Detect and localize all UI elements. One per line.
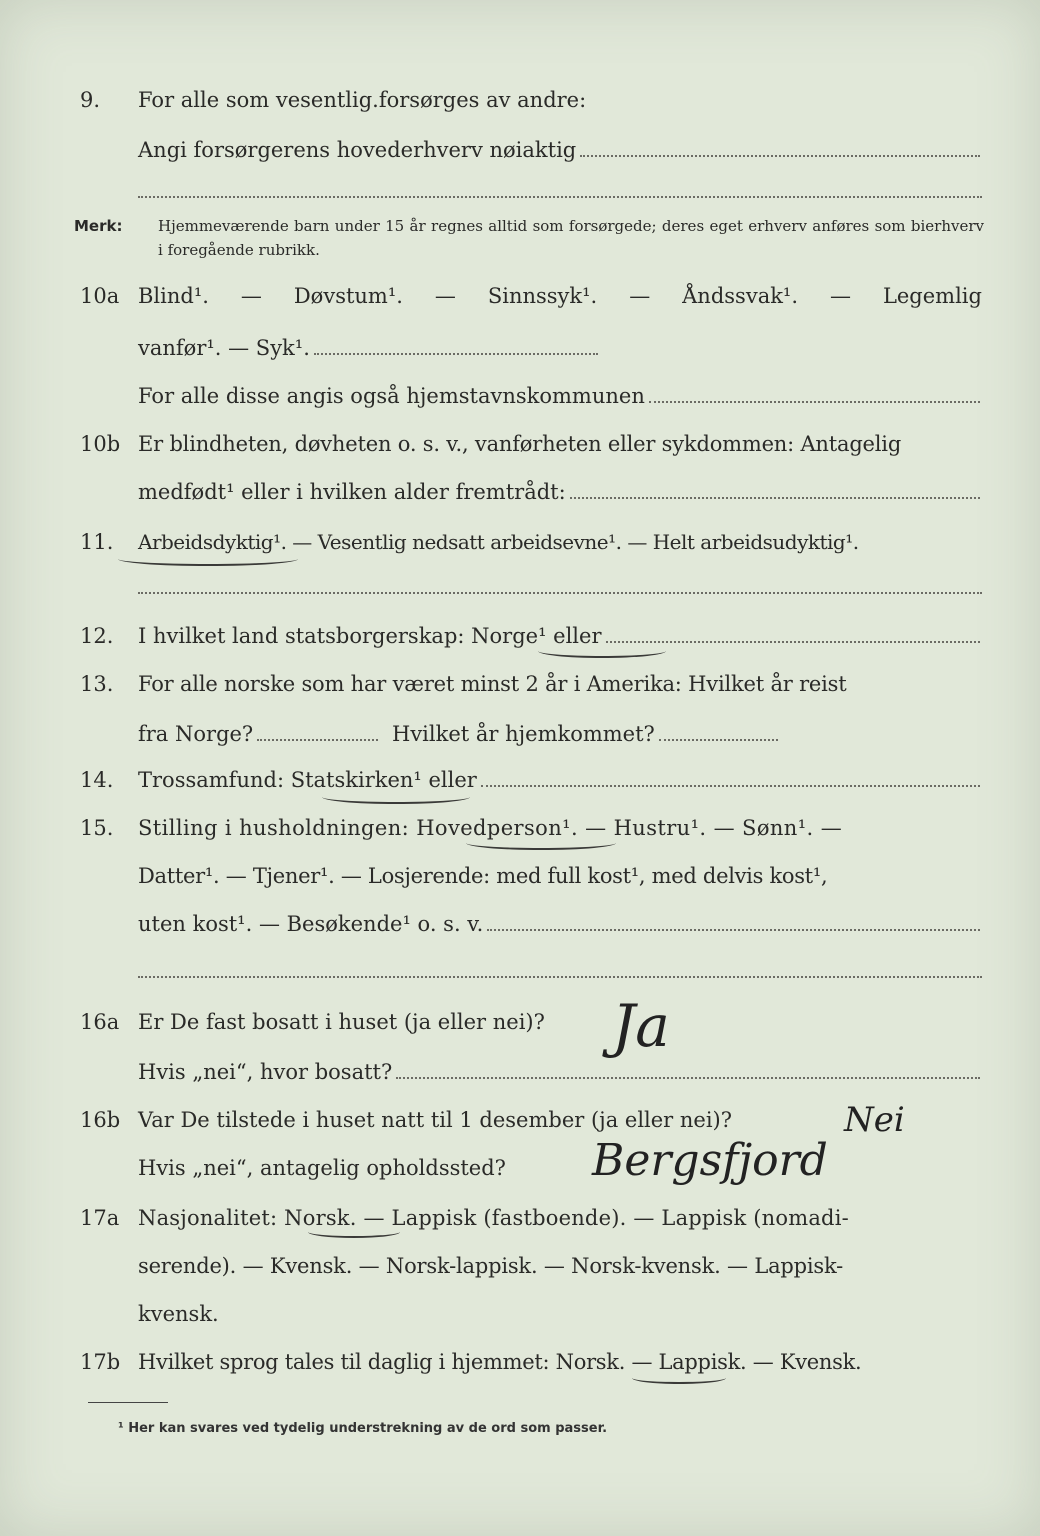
q17b-number: 17b xyxy=(80,1350,121,1374)
q15-handwritten-underline xyxy=(466,836,616,850)
q10b-line2: medfødt¹ eller i hvilken alder fremtrådt: xyxy=(138,480,566,504)
footnote: ¹ Her kan svares ved tydelig understrekning av de ord som passer. xyxy=(118,1421,608,1436)
q14-handwritten-underline xyxy=(322,790,470,804)
q16a-line1: Er De fast bosatt i huset (ja eller nei)? xyxy=(138,1010,545,1034)
q10b-answer-field[interactable] xyxy=(570,497,980,499)
merk-text: Hjemmeværende barn under 15 år regnes alltid som forsørgede; deres eget erhverv anføres som bierhverv i foregående rubrikk. xyxy=(158,217,984,259)
q16b-line1: Var De tilstede i huset natt til 1 desember (ja eller nei)? xyxy=(138,1108,733,1132)
q16a-bosatt-field[interactable] xyxy=(396,1077,980,1079)
dash: — xyxy=(829,284,851,308)
q11-number: 11. xyxy=(80,530,114,554)
q16a-number: 16a xyxy=(80,1010,120,1034)
q10a-line3: For alle disse angis også hjemstavnskommunen xyxy=(138,384,645,408)
q10a-syk-field[interactable] xyxy=(314,353,598,355)
q11-line1: Arbeidsdyktig¹. — Vesentlig nedsatt arbeidsevne¹. — Helt arbeidsudyktig¹. xyxy=(138,530,859,554)
q13-line1: For alle norske som har været minst 2 år i Amerika: Hvilket år reist xyxy=(138,672,847,696)
dash: — xyxy=(240,284,262,308)
q12-answer-field[interactable] xyxy=(606,641,981,643)
q15-line3: uten kost¹. — Besøkende¹ o. s. v. xyxy=(138,912,484,936)
q17a-number: 17a xyxy=(80,1206,120,1230)
opt-legemlig[interactable]: Legemlig xyxy=(882,284,982,308)
opt-sinnssyk[interactable]: Sinnssyk¹. xyxy=(487,284,598,308)
q16a-line2: Hvis „nei“, hvor bosatt? xyxy=(138,1060,393,1084)
footnote-rule xyxy=(88,1402,168,1403)
q12-handwritten-underline xyxy=(538,644,666,658)
q15-answer-field[interactable] xyxy=(487,929,980,931)
dash: — xyxy=(434,284,456,308)
q13-line2b: Hvilket år hjemkommet? xyxy=(392,722,655,746)
q16b-handwritten-answer1: Nei xyxy=(844,1100,905,1140)
q17a-line3: kvensk. xyxy=(138,1302,219,1326)
q15-number: 15. xyxy=(80,816,114,840)
q10a-line2: vanfør¹. — Syk¹. xyxy=(138,336,310,360)
q15-extra-line[interactable] xyxy=(138,976,982,978)
opt-andssvak[interactable]: Åndssvak¹. xyxy=(682,284,799,308)
q16b-line2: Hvis „nei“, antagelig opholdssted? xyxy=(138,1156,506,1180)
q12-number: 12. xyxy=(80,624,114,648)
q17b-line1: Hvilket sprog tales til daglig i hjemmet: Norsk. — Lappisk. — Kvensk. xyxy=(138,1350,862,1374)
q14-number: 14. xyxy=(80,768,114,792)
merk-label: Merk: xyxy=(74,217,123,235)
q14-line1: Trossamfund: Statskirken¹ eller xyxy=(138,768,477,792)
q15-line2: Datter¹. — Tjener¹. — Losjerende: med full kost¹, med delvis kost¹, xyxy=(138,864,828,888)
q9-line2: Angi forsørgerens hovederhverv nøiaktig xyxy=(138,138,577,162)
q14-answer-field[interactable] xyxy=(481,785,980,787)
q13-hjemkommet-field[interactable] xyxy=(659,739,778,741)
q16a-handwritten-answer: Ja xyxy=(612,992,670,1060)
opt-dovstum[interactable]: Døvstum¹. xyxy=(293,284,403,308)
q10a-kommune-field[interactable] xyxy=(649,401,980,403)
q15-line1: Stilling i husholdningen: Hovedperson¹. — Hustru¹. — Sønn¹. — xyxy=(138,816,843,840)
q17b-handwritten-underline xyxy=(632,1372,726,1384)
q13-number: 13. xyxy=(80,672,114,696)
q16b-handwritten-answer2: Bergsfjord xyxy=(592,1135,828,1186)
q9-answer-field[interactable] xyxy=(580,155,980,157)
q16b-number: 16b xyxy=(80,1108,121,1132)
opt-blind[interactable]: Blind¹. xyxy=(138,284,209,308)
q10a-number: 10a xyxy=(80,284,120,308)
q12-line1: I hvilket land statsborgerskap: Norge¹ eller xyxy=(138,624,602,648)
q11-extra-line[interactable] xyxy=(138,592,982,594)
q17a-line2: serende). — Kvensk. — Norsk-lappisk. — Norsk-kvensk. — Lappisk- xyxy=(138,1254,844,1278)
q10b-number: 10b xyxy=(80,432,121,456)
q13-line2a: fra Norge? xyxy=(138,722,254,746)
q10b-line1: Er blindheten, døvheten o. s. v., vanførheten eller sykdommen: Antagelig xyxy=(138,432,902,456)
dash: — xyxy=(629,284,651,308)
q9-line1: For alle som vesentlig.forsørges av andre: xyxy=(138,88,587,112)
q9-extra-line[interactable] xyxy=(138,196,982,198)
q9-number: 9. xyxy=(80,88,101,112)
q17a-line1: Nasjonalitet: Norsk. — Lappisk (fastboende). — Lappisk (nomadi- xyxy=(138,1206,849,1230)
q13-reist-field[interactable] xyxy=(257,739,378,741)
q17a-handwritten-underline xyxy=(308,1226,400,1238)
q11-handwritten-underline xyxy=(118,552,298,566)
